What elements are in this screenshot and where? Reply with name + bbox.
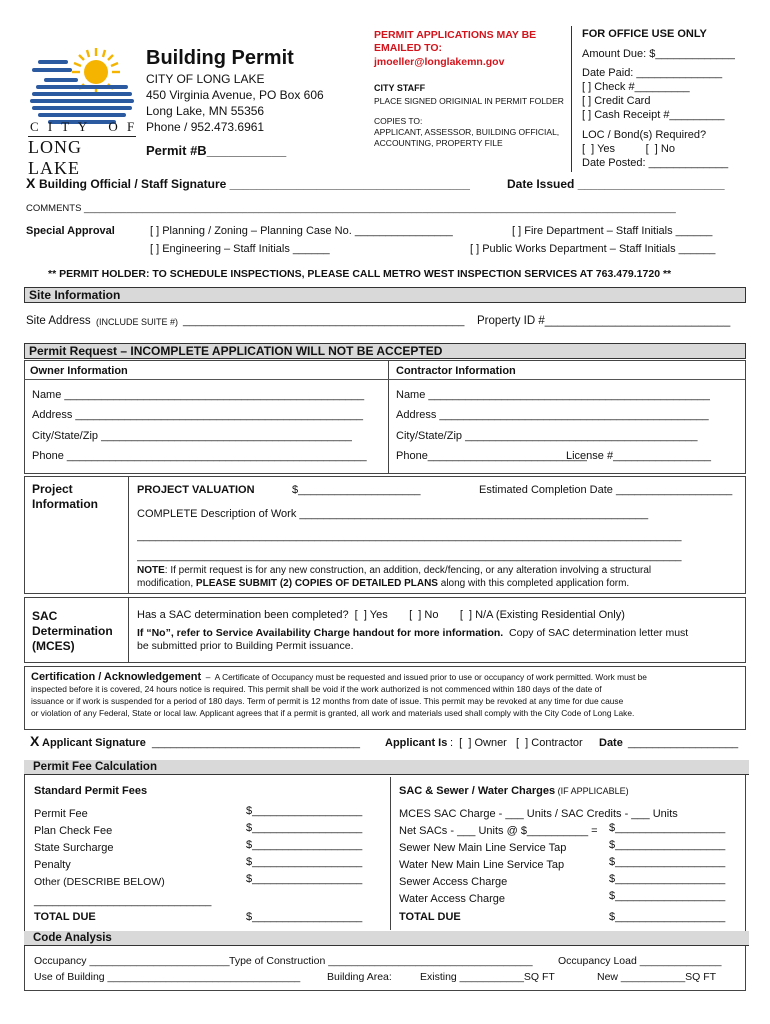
official-x-mark: X <box>26 175 36 191</box>
site-address-label: Site Address <box>26 315 91 327</box>
fee-row <box>34 838 384 855</box>
contractor-address-field[interactable]: Address ____________________________________________ <box>396 409 709 421</box>
special-approval-label: Special Approval <box>26 225 115 237</box>
project-label-1: Project <box>32 482 73 496</box>
fee-column-divider <box>390 777 391 930</box>
planning-checkbox[interactable]: [ ] Planning / Zoning – Planning Case No. ________________ <box>150 225 453 237</box>
city-staff-label: CITY STAFF <box>374 83 426 93</box>
comments-field[interactable]: COMMENTS ________________________________________________________________________________________________________________ <box>26 203 676 214</box>
permit-request-header: Permit Request – INCOMPLETE APPLICATION WILL NOT BE ACCEPTED <box>24 343 746 359</box>
fee-row <box>34 872 384 889</box>
cert-line3: issuance or if work is suspended for a period of 180 days. Term of permit is 12 months from date of issue. This permit may be revoked at any time for due cause <box>31 696 624 706</box>
credit-card-checkbox[interactable]: [ ] Credit Card <box>582 95 651 107</box>
standard-total-amount[interactable]: $__________________ <box>246 911 363 923</box>
sac-row-amount[interactable]: $__________________ <box>609 822 726 834</box>
public-works-checkbox[interactable]: [ ] Public Works Department – Staff Initials ______ <box>470 243 716 255</box>
sac-row-label: Water New Main Line Service Tap <box>399 859 565 871</box>
project-valuation-label: PROJECT VALUATION <box>137 484 255 496</box>
sac-fee-row <box>399 838 739 855</box>
cert-line2: inspected before it is covered, 24 hours notice is required. This permit shall be void if the work authorized is not commenced within 180 days of the date of <box>31 684 602 694</box>
sac-row-label: Sewer Access Charge <box>399 876 508 888</box>
contractor-name-field[interactable]: Name ______________________________________________ <box>396 389 710 401</box>
note-line2-b: PLEASE SUBMIT (2) COPIES OF DETAILED PLANS <box>195 578 438 589</box>
applicant-signature-label: Applicant Signature <box>42 737 146 749</box>
sac-label-2: Determination <box>32 624 113 638</box>
sac-question-checkboxes[interactable]: Has a SAC determination been completed? [ ] Yes [ ] No [ ] N/A (Existing Residential Only) <box>137 609 625 621</box>
project-note <box>137 564 651 590</box>
standard-total-label: TOTAL DUE <box>34 911 96 923</box>
office-use-title: FOR OFFICE USE ONLY <box>582 28 707 40</box>
contractor-csz-field[interactable]: City/State/Zip ______________________________________ <box>396 430 698 442</box>
sac-line2: be submitted prior to Building Permit issuance. <box>137 640 354 652</box>
construction-type-field[interactable]: Type of Construction ___________________________________ <box>229 955 533 967</box>
sac-label-divider <box>128 597 129 662</box>
sac-if-no <box>137 627 737 653</box>
property-id-field[interactable]: Property ID #_____________________________ <box>477 315 731 327</box>
sac-fee-row <box>399 821 739 838</box>
standard-fees-header: Standard Permit Fees <box>34 785 148 797</box>
fee-row <box>34 821 384 838</box>
cash-receipt-checkbox[interactable]: [ ] Cash Receipt #_________ <box>582 109 725 121</box>
sun-lake-logo-icon <box>26 42 138 128</box>
sac-fee-row <box>399 872 739 889</box>
cert-line4: or violation of any Federal, State or local law. Applicant agrees that if a permit is granted, all work and materials used shall comply with the City Code of Long Lake. <box>31 708 635 718</box>
logo-long-lake-text: LONG LAKE <box>28 136 136 179</box>
sac-row-amount[interactable]: $__________________ <box>609 839 726 851</box>
project-label-2: Information <box>32 497 98 511</box>
cert-title: Certification / Acknowledgement <box>31 671 202 683</box>
fee-row-label: Other (DESCRIBE BELOW) <box>34 876 165 888</box>
note-line2-c: along with this completed application form. <box>437 578 630 589</box>
new-sqft-field[interactable]: New ___________SQ FT <box>597 971 717 983</box>
sac-label-3: (MCES) <box>32 639 75 653</box>
occupancy-field[interactable]: Occupancy ________________________ <box>34 955 230 967</box>
check-checkbox[interactable]: [ ] Check #_________ <box>582 81 690 93</box>
sac-row-label: Sewer New Main Line Service Tap <box>399 842 567 854</box>
project-label-divider <box>128 476 129 593</box>
fee-row-amount[interactable]: $__________________ <box>246 839 363 851</box>
owner-name-field[interactable]: Name _________________________________________________ <box>32 389 365 401</box>
owner-header-line <box>24 379 745 380</box>
inspection-notice: ** PERMIT HOLDER: TO SCHEDULE INSPECTIONS, PLEASE CALL METRO WEST INSPECTION SERVICES AT 763.479.1720 ** <box>48 268 672 280</box>
other-description-field[interactable]: _____________________________ <box>34 895 212 907</box>
fee-row-amount[interactable]: $__________________ <box>246 822 363 834</box>
fee-row-label: Penalty <box>34 859 71 871</box>
code-analysis-header: Code Analysis <box>24 931 749 946</box>
fee-row-amount[interactable]: $__________________ <box>246 873 363 885</box>
sac-row-label: Water Access Charge <box>399 893 505 905</box>
note-text: : If permit request is for any new construction, an addition, deck/fencing, or any alteration involving a structural <box>164 565 652 576</box>
fee-row <box>34 855 384 872</box>
project-valuation-field[interactable]: $____________________ <box>292 484 421 496</box>
official-signature-field[interactable]: Building Official / Staff Signature ____________________________________ <box>39 177 470 191</box>
fee-row-label: Permit Fee <box>34 808 88 820</box>
standard-fee-rows <box>34 804 384 889</box>
contractor-license-field[interactable]: License #________________ <box>566 450 711 462</box>
certification-text <box>31 671 743 719</box>
sac-fee-row <box>399 804 739 821</box>
date-paid-field[interactable]: Date Paid: ______________ <box>582 67 723 79</box>
date-posted-field[interactable]: Date Posted: _____________ <box>582 157 729 169</box>
city-phone: Phone / 952.473.6961 <box>146 120 265 134</box>
sac-row-amount[interactable]: $__________________ <box>609 856 726 868</box>
building-area-label: Building Area: <box>327 971 392 983</box>
work-description-line3[interactable]: _________________________________________________________________________________________ <box>137 550 682 562</box>
city-zip: Long Lake, MN 55356 <box>146 104 265 118</box>
fee-row-label: State Surcharge <box>34 842 114 854</box>
sac-fee-rows <box>399 804 739 906</box>
sac-charges-title: SAC & Sewer / Water Charges <box>399 785 556 797</box>
email-heading: PERMIT APPLICATIONS MAY BE EMAILED TO: <box>374 29 537 54</box>
owner-address-field[interactable]: Address _______________________________________________ <box>32 409 363 421</box>
amount-due-field[interactable]: Amount Due: $_____________ <box>582 48 735 60</box>
fire-dept-checkbox[interactable]: [ ] Fire Department – Staff Initials ______ <box>512 225 713 237</box>
applicant-is-label: Applicant Is <box>385 737 448 749</box>
building-use-field[interactable]: Use of Building _________________________________ <box>34 971 301 983</box>
occupancy-load-field[interactable]: Occupancy Load ______________ <box>558 955 722 967</box>
owner-info-header: Owner Information <box>30 365 128 377</box>
sac-row-amount[interactable]: $__________________ <box>609 873 726 885</box>
site-address-note: (INCLUDE SUITE #) <box>96 317 179 327</box>
sac-charges-note: (IF APPLICABLE) <box>555 786 629 796</box>
sac-label-1: SAC <box>32 609 58 623</box>
city-address: 450 Virginia Avenue, PO Box 606 <box>146 88 324 102</box>
contractor-phone-field[interactable]: Phone__________________________ <box>396 450 587 462</box>
sac-row-amount[interactable]: $__________________ <box>609 890 726 902</box>
sac-charges-header <box>399 784 629 798</box>
work-description-field[interactable]: COMPLETE Description of Work _________________________________________________________ <box>137 508 649 520</box>
applicant-signature-field[interactable]: __________________________________ <box>152 737 361 749</box>
city-name: CITY OF LONG LAKE <box>146 72 265 86</box>
cert-dash: – <box>201 672 215 682</box>
sac-total-amount[interactable]: $__________________ <box>609 911 726 923</box>
sac-total-label: TOTAL DUE <box>399 911 461 923</box>
fee-row-amount[interactable]: $__________________ <box>246 805 363 817</box>
owner-contractor-divider <box>388 360 389 473</box>
sac-row-label[interactable]: Net SACs - ___ Units @ $__________ = <box>399 825 598 837</box>
sac-copy-text: Copy of SAC determination letter must <box>503 627 689 639</box>
applicant-type-checkboxes[interactable]: : [ ] Owner [ ] Contractor <box>450 737 583 749</box>
loc-bond-label: LOC / Bond(s) Required? <box>582 129 707 141</box>
fee-row-amount[interactable]: $__________________ <box>246 856 363 868</box>
sac-if-no-bold: If “No”, refer to Service Availability Charge handout for more information. <box>137 627 504 639</box>
engineering-checkbox[interactable]: [ ] Engineering – Staff Initials ______ <box>150 243 330 255</box>
site-address-field[interactable]: ______________________________________________ <box>183 315 465 327</box>
cert-line1: A Certificate of Occupancy must be requested and issued prior to use or occupancy of work permitted. Work must be <box>214 672 647 682</box>
note-line2-a: modification, <box>137 578 196 589</box>
completion-date-field[interactable]: Estimated Completion Date ___________________ <box>479 484 733 496</box>
sac-fee-row <box>399 855 739 872</box>
contractor-info-header: Contractor Information <box>396 365 516 377</box>
copies-to-label: COPIES TO: <box>374 116 423 126</box>
sac-fee-row <box>399 889 739 906</box>
logo-city-of-text: C I T Y O F <box>30 119 138 134</box>
office-use-divider <box>571 26 572 172</box>
owner-phone-field[interactable]: Phone _________________________________________________ <box>32 450 367 462</box>
permit-number-field[interactable]: Permit #B___________ <box>146 143 287 158</box>
page-title: Building Permit <box>146 47 294 69</box>
sac-row-label[interactable]: MCES SAC Charge - ___ Units / SAC Credits - ___ Units <box>399 808 678 820</box>
existing-sqft-field[interactable]: Existing ___________SQ FT <box>420 971 555 983</box>
note-label: NOTE <box>137 565 165 576</box>
site-info-header: Site Information <box>24 287 746 303</box>
fee-row-label: Plan Check Fee <box>34 825 113 837</box>
fee-row <box>34 804 384 821</box>
applicant-x-mark: X <box>30 733 40 749</box>
work-description-line2[interactable]: _________________________________________________________________________________________ <box>137 530 682 542</box>
city-staff-note: PLACE SIGNED ORIGINIAL IN PERMIT FOLDER <box>374 96 564 106</box>
loc-yes-no-checkboxes[interactable]: [ ] Yes [ ] No <box>582 143 675 155</box>
owner-csz-field[interactable]: City/State/Zip _________________________________________ <box>32 430 352 442</box>
email-link[interactable]: jmoeller@longlakemn.gov <box>374 56 505 68</box>
date-issued-field[interactable]: Date Issued ______________________ <box>507 177 725 191</box>
applicant-date-label: Date <box>599 737 623 749</box>
applicant-date-field[interactable]: __________________ <box>625 737 739 749</box>
fee-header: Permit Fee Calculation <box>24 760 749 775</box>
copies-to-list: APPLICANT, ASSESSOR, BUILDING OFFICIAL, ACCOUNTING, PROPERTY FILE <box>374 127 560 148</box>
